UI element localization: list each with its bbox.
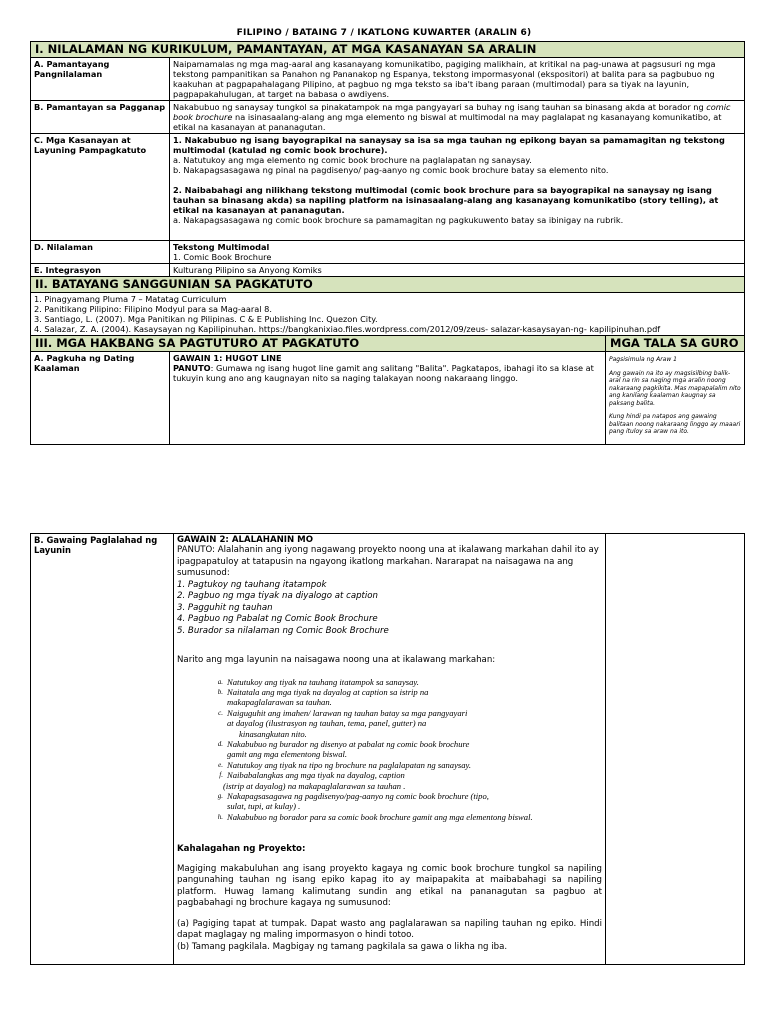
label-pagkuha-ng-dating-kaalaman: A. Pagkuha ng Dating Kaalaman	[31, 352, 170, 445]
layunin-item	[209, 812, 602, 822]
step-item: 4. Pagbuo ng Pabalat ng Comic Book Brochure	[177, 614, 378, 624]
layunin-item	[209, 687, 602, 697]
label-nilalaman: D. Nilalaman	[31, 241, 170, 264]
gawain-1-panuto	[173, 363, 602, 383]
row-references	[31, 293, 745, 336]
layunin-continuation: sulat, tupi, at kulay) .	[227, 801, 301, 812]
notes-cell-empty	[606, 534, 745, 965]
section-3-header-row	[31, 336, 745, 352]
reference-item: 3. Santiago, L. (2007). Mga Panitikan ng Pilipinas. C & E Publishing Inc. Quezon City.	[34, 314, 378, 324]
layunin-intro: Narito ang mga layunin na naisagawa noong una at ikalawang markahan:	[177, 655, 496, 665]
layunin-letter: d.	[217, 739, 223, 748]
gawain-1-title: GAWAIN 1: HUGOT LINE	[173, 353, 282, 363]
layunin-continuation: (istrip at dayalog) na makapaglalarawan sa tauhan .	[223, 780, 406, 791]
notes-line-3: Kung hindi pa natapos ang gawaing balitaan noong nakaraang linggo ay maaari pang ituloy sa araw na ito.	[609, 413, 741, 435]
notes-line-2: Ang gawain na ito ay magsisilbing balik-aral na rin sa naging mga aralin noong nakaraang pagkikita. Mas mapapalalim nito ang kanilang kaalaman kaugnay sa paksang balita.	[609, 369, 741, 407]
lesson-plan-table-part2	[30, 533, 745, 965]
label-pamantayang-pangnilalaman: A. Pamantayang Pangnilalaman	[31, 58, 170, 101]
kasanayan-2a: a. Nakapagsasagawa ng comic book brochure sa pamamagitan ng pagkukuwento batay sa ibinigay na rubrik.	[173, 215, 624, 225]
row-pamantayan-sa-pagganap	[31, 101, 745, 134]
layunin-item	[209, 739, 602, 749]
layunin-text: Nakabubuo ng borador para sa comic book brochure gamit ang mga elementong biswal.	[227, 811, 533, 822]
layunin-continuation: gamit ang mga elementong biswal.	[227, 749, 348, 760]
row-pamantayang-pangnilalaman	[31, 58, 745, 101]
gawain-2-cell	[174, 534, 606, 965]
row-gawaing-paglalahad	[31, 534, 745, 965]
layunin-text: Nakapagsasagawa ng pagdisenyo/pag-aanyo ng comic book brochure (tipo,	[227, 790, 489, 801]
layunin-item	[209, 770, 602, 780]
text-mga-kasanayan	[170, 134, 745, 241]
document-title: FILIPINO / BATAING 7 / IKATLONG KUWARTER (ARALIN 6)	[236, 28, 532, 38]
section-1-header-row	[31, 42, 745, 58]
notes-cell	[606, 352, 745, 445]
notes-heading: MGA TALA SA GURO	[606, 336, 745, 352]
layunin-text: Naiguguhit ang imahen/ larawan ng tauhan batay sa mga pangyayari	[227, 707, 468, 718]
row-pagkuha-ng-dating-kaalaman	[31, 352, 745, 445]
label-mga-kasanayan: C. Mga Kasanayan at Layuning Pampagkatuto	[31, 134, 170, 241]
layunin-text: Natutukoy ang tiyak na tipo ng brochure na paglalapatan ng sanaysay.	[227, 759, 472, 770]
layunin-item	[209, 677, 602, 687]
section-2-heading: II. BATAYANG SANGGUNIAN SA PAGKATUTO	[31, 277, 745, 293]
kasanayan-1: 1. Nakabubuo ng isang bayograpikal na sanaysay sa isa sa mga tauhan ng epikong bayan sa pamamagitan ng tekstong multimodal (katulad ng comic book brochure).	[173, 135, 725, 155]
label-gawaing-paglalahad: B. Gawaing Paglalahad ng Layunin	[31, 534, 174, 965]
kasanayan-2: 2. Naibabahagi ang nilikhang tekstong multimodal (comic book brochure para sa bayograpikal na sanaysay ng isang tauhan sa binasang akda) sa napiling platform na isinasaalang-alang ang kasanayang komunikatibo (story telling), at etikal na kasanayan at pananagutan.	[173, 185, 719, 215]
step-item: 1. Pagtukoy ng tauhang itatampok	[177, 579, 327, 590]
reference-item: 1. Pinagyamang Pluma 7 – Matatag Curriculum	[34, 294, 227, 304]
text-integrasyon: Kulturang Pilipino sa Anyong Komiks	[170, 264, 745, 277]
layunin-letter: g.	[217, 791, 223, 800]
kahalagahan-point-b: (b) Tamang pagkilala. Magbigay ng tamang pagkilala sa gawa o likha ng iba.	[177, 941, 508, 952]
kahalagahan-point-a: (a) Pagiging tapat at tumpak. Dapat wasto ang paglalarawan sa napiling tauhan ng epiko. Hindi dapat maglagay ng maling impormasyon o hindi totoo.	[177, 918, 602, 941]
gawain-2-title: GAWAIN 2: ALALAHANIN MO	[177, 535, 314, 545]
section-3-heading: III. MGA HAKBANG SA PAGTUTURO AT PAGKATUTO	[31, 336, 606, 352]
label-pamantayan-sa-pagganap: B. Pamantayan sa Pagganap	[31, 101, 170, 134]
gawain-1-cell	[170, 352, 606, 445]
notes-line-1: Pagsisimula ng Araw 1	[609, 356, 677, 363]
pagganap-text-part1: Nakabubuo ng sanaysay tungkol sa pinakatampok na mga pangyayari sa buhay ng isang tauhan sa binasang akda at borador ng	[173, 102, 707, 112]
references-cell	[31, 293, 745, 336]
row-nilalaman	[31, 241, 745, 264]
panuto-label: PANUTO	[173, 363, 211, 373]
layunin-item	[209, 708, 602, 718]
gawain-2-panuto: PANUTO: Alalahanin ang iyong nagawang proyekto noong una at ikalawang markahan dahil ito ay ipagpapatuloy at tatapusin na ngayong ikatlong markahan. Nararapat na naisagawa na ang sumusunod:	[177, 545, 599, 578]
nilalaman-title: Tekstong Multimodal	[173, 242, 270, 252]
panuto-text: : Gumawa ng isang hugot line gamit ang salitang "Balita". Pagkatapos, ibahagi ito sa klase at tukuyin kung ano ang kaugnayan nito sa naging talakayan noong nakaraang linggo.	[173, 363, 594, 383]
text-pamantayang-pangnilalaman: Naipamamalas ng mga mag-aaral ang kasanayang komunikatibo, pagiging malikhain, at kritikal na pag-unawa at pagsusuri ng mga tekstong pampanitikan sa Panahon ng Pananakop ng Espanya, tekstong impormasyonal (ekspositori) at balita para sa pagbubuo ng kaakuhan at pagpapahalagang Pilipino, at pagbuo ng mga teksto sa iba't ibang paraan (multimodal) para sa tiyak na layunin, pagpapakahulugan, at target na babasa o awdiyens.	[170, 58, 745, 101]
label-integrasyon: E. Integrasyon	[31, 264, 170, 277]
step-item: 3. Pagguhit ng tauhan	[177, 602, 273, 613]
layunin-letter: b.	[217, 687, 223, 696]
section-1-heading: I. NILALAMAN NG KURIKULUM, PAMANTAYAN, AT MGA KASANAYAN SA ARALIN	[31, 42, 745, 58]
layunin-letter: a.	[217, 677, 223, 686]
layunin-letter: e.	[218, 760, 223, 769]
reference-item: 4. Salazar, Z. A. (2004). Kasaysayan ng Kapilipinuhan. https://bangkanixiao.files.wordpress.com/2012/09/zeus- salazar-kasaysayan-ng- kapilipinuhan.pdf	[34, 324, 661, 334]
section-2-header-row	[31, 277, 745, 293]
step-item: 5. Burador sa nilalaman ng Comic Book Brochure	[177, 625, 389, 636]
layunin-list	[209, 677, 602, 823]
layunin-letter: c.	[218, 708, 223, 717]
layunin-letter: f.	[219, 771, 223, 780]
layunin-item	[209, 791, 602, 801]
layunin-text: Naitatala ang mga tiyak na dayalog at caption sa istrip na	[227, 686, 429, 697]
pagganap-text-italic: comic book brochure	[173, 102, 731, 122]
kahalagahan-text: Magiging makabuluhan ang isang proyekto kagaya ng comic book brochure tungkol sa napiling pangunahing tauhan ng isang epiko kapag ito ay maipapakita at maibabahagi sa napiling platform. Huwag lamang kalimutang sundin ang etikal na pananagutan sa pagbuo at pagbabahagi ng brochure kagaya ng sumusunod:	[177, 863, 602, 909]
text-nilalaman	[170, 241, 745, 264]
layunin-continuation: makapaglalarawan sa tauhan.	[227, 697, 332, 708]
layunin-text: Naibabalangkas ang mga tiyak na dayalog, caption	[227, 770, 405, 781]
layunin-continuation: at dayalog (ilustrasyon ng tauhan, tema, panel, gutter) na	[227, 718, 427, 729]
layunin-continuation: kinasangkutan nito.	[239, 728, 307, 739]
step-item: 2. Pagbuo ng mga tiyak na diyalogo at caption	[177, 591, 379, 601]
layunin-text: Nakabubuo ng burador ng disenyo at pabalat ng comic book brochure	[227, 738, 470, 749]
layunin-letter: h.	[217, 812, 223, 821]
text-pamantayan-sa-pagganap	[170, 101, 745, 134]
layunin-text: Natutukoy ang tiyak na tauhang itatampok sa sanaysay.	[227, 676, 419, 687]
layunin-item	[209, 760, 602, 770]
row-integrasyon	[31, 264, 745, 277]
pagganap-text-part2: na isinasaalang-alang ang mga elemento ng biswal at multimodal na may paglalapat ng kasanayang komunikatibo, at etikal na kasanayan at pananagutan.	[173, 112, 722, 132]
nilalaman-sub: 1. Comic Book Brochure	[173, 252, 272, 262]
row-mga-kasanayan	[31, 134, 745, 241]
lesson-plan-table-part1	[30, 41, 745, 445]
kahalagahan-title: Kahalagahan ng Proyekto:	[177, 844, 306, 855]
kasanayan-1a: a. Natutukoy ang mga elemento ng comic book brochure na paglalapatan ng sanaysay.	[173, 155, 532, 165]
reference-item: 2. Panitikang Pilipino: Filipino Modyul para sa Mag-aaral 8.	[34, 304, 272, 314]
kasanayan-1b: b. Nakapagsasagawa ng pinal na pagdisenyo/ pag-aanyo ng comic book brochure batay sa elemento nito.	[173, 165, 609, 175]
